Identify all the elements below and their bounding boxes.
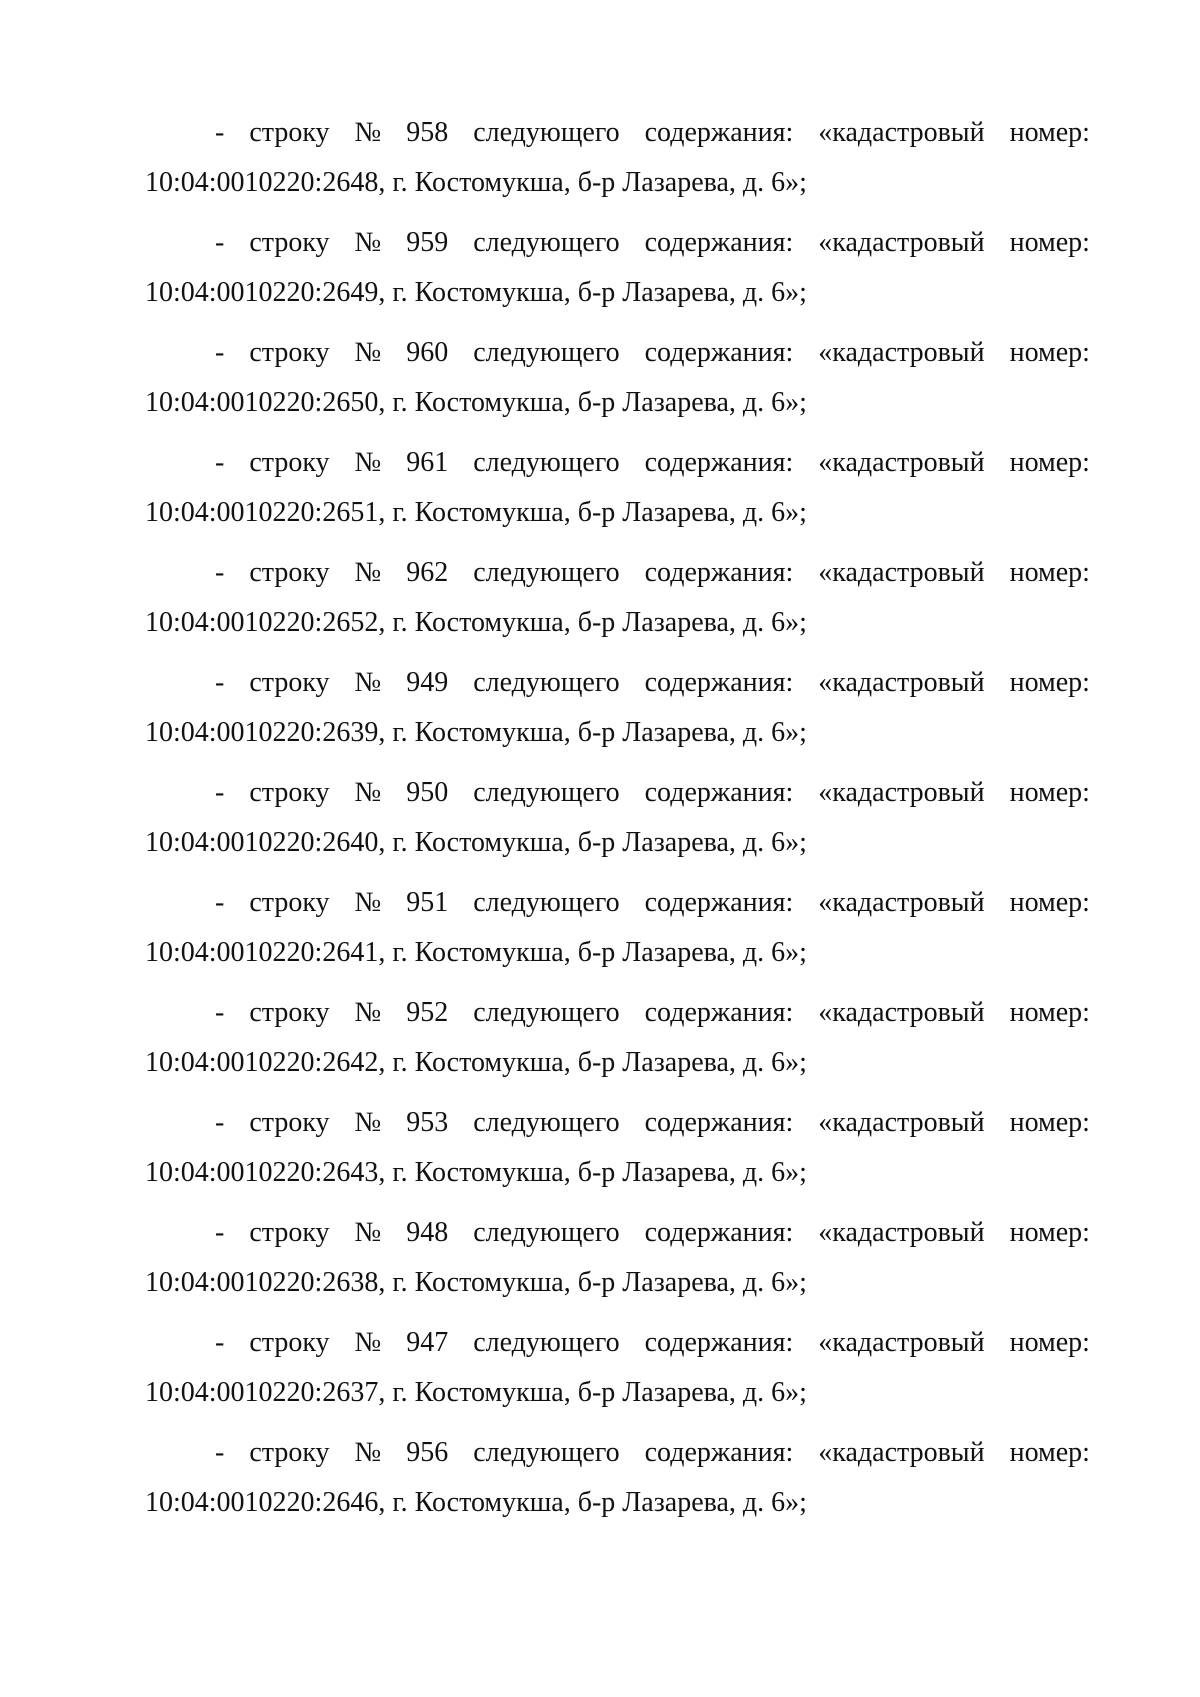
entry-phrase: следующего [473,1327,620,1358]
entry-address: , г. Костомукша, б-р Лазарева, д. 6»; [378,1267,807,1298]
entry-word: строку [249,557,330,588]
entry-second-line [145,709,1090,757]
list-item [145,547,1090,657]
list-item [145,437,1090,547]
entry-phrase: следующего [473,1437,620,1468]
entry-phrase: следующего [473,997,620,1028]
list-item [145,657,1090,767]
entry-cadastral-number: 10:04:0010220:2641 [145,937,379,968]
entry-label-2: номер: [1009,887,1090,918]
entry-phrase: следующего [473,777,620,808]
entry-address: , г. Костомукша, б-р Лазарева, д. 6»; [378,1157,807,1188]
entry-number: 961 [406,447,449,478]
entry-number-sign: № [354,1327,382,1358]
entry-phrase: следующего [473,1217,620,1248]
entry-phrase: следующего [473,887,620,918]
entry-first-line [145,767,1090,819]
entry-cadastral-number: 10:04:0010220:2640 [145,827,379,858]
entry-first-line [145,1207,1090,1259]
entry-number-sign: № [354,1217,382,1248]
entry-number: 958 [406,117,449,148]
entry-phrase: следующего [473,337,620,368]
entry-first-line [145,1317,1090,1369]
entry-address: , г. Костомукша, б-р Лазарева, д. 6»; [378,1377,807,1408]
entry-dash: - [215,1107,225,1138]
entry-phrase-2: содержания: [644,337,794,368]
entry-number: 960 [406,337,449,368]
entry-number-sign: № [354,997,382,1028]
entry-phrase-2: содержания: [644,667,794,698]
entry-label-2: номер: [1009,997,1090,1028]
entry-label: «кадастровый [818,667,985,698]
entry-number: 959 [406,227,449,258]
entry-word: строку [249,447,330,478]
entry-word: строку [249,777,330,808]
entry-number-sign: № [354,887,382,918]
entry-second-line [145,269,1090,317]
entry-first-line [145,657,1090,709]
entry-cadastral-number: 10:04:0010220:2648 [145,167,379,198]
entry-first-line [145,547,1090,599]
list-item [145,877,1090,987]
list-item [145,1207,1090,1317]
entry-dash: - [215,997,225,1028]
entry-label-2: номер: [1009,1107,1090,1138]
entry-number-sign: № [354,227,382,258]
entry-second-line [145,1479,1090,1527]
entry-number-sign: № [354,667,382,698]
entry-first-line [145,1427,1090,1479]
entry-label: «кадастровый [818,337,985,368]
entry-address: , г. Костомукша, б-р Лазарева, д. 6»; [378,387,807,418]
entry-word: строку [249,887,330,918]
entry-number: 948 [406,1217,449,1248]
list-item [145,1317,1090,1427]
entry-label: «кадастровый [818,1327,985,1358]
entry-cadastral-number: 10:04:0010220:2650 [145,387,379,418]
entry-second-line [145,1259,1090,1307]
entry-second-line [145,929,1090,977]
entry-second-line [145,489,1090,537]
entry-first-line [145,1097,1090,1149]
entry-second-line [145,1039,1090,1087]
entry-dash: - [215,777,225,808]
entry-address: , г. Костомукша, б-р Лазарева, д. 6»; [378,497,807,528]
entry-phrase: следующего [473,117,620,148]
entry-second-line [145,379,1090,427]
entry-number-sign: № [354,337,382,368]
entry-label: «кадастровый [818,887,985,918]
entry-cadastral-number: 10:04:0010220:2639 [145,717,379,748]
entry-dash: - [215,667,225,698]
entry-second-line [145,819,1090,867]
entry-phrase-2: содержания: [644,1327,794,1358]
entry-phrase-2: содержания: [644,887,794,918]
entry-first-line [145,217,1090,269]
entry-label-2: номер: [1009,117,1090,148]
list-item [145,327,1090,437]
entry-label-2: номер: [1009,557,1090,588]
entry-dash: - [215,227,225,258]
entry-cadastral-number: 10:04:0010220:2652 [145,607,379,638]
entry-number-sign: № [354,117,382,148]
entry-second-line [145,159,1090,207]
entry-dash: - [215,1217,225,1248]
entry-label: «кадастровый [818,1107,985,1138]
entry-phrase-2: содержания: [644,777,794,808]
entry-cadastral-number: 10:04:0010220:2642 [145,1047,379,1078]
entry-label: «кадастровый [818,1437,985,1468]
entry-label: «кадастровый [818,997,985,1028]
entry-phrase: следующего [473,1107,620,1138]
list-item [145,767,1090,877]
entry-phrase-2: содержания: [644,557,794,588]
entry-word: строку [249,1437,330,1468]
entry-address: , г. Костомукша, б-р Лазарева, д. 6»; [378,277,807,308]
entry-label-2: номер: [1009,447,1090,478]
entry-first-line [145,437,1090,489]
entry-first-line [145,107,1090,159]
entry-phrase: следующего [473,557,620,588]
entry-label-2: номер: [1009,777,1090,808]
entry-dash: - [215,1327,225,1358]
entry-first-line [145,877,1090,929]
entry-label: «кадастровый [818,1217,985,1248]
entry-address: , г. Костомукша, б-р Лазарева, д. 6»; [378,827,807,858]
entry-address: , г. Костомукша, б-р Лазарева, д. 6»; [378,167,807,198]
entry-word: строку [249,1107,330,1138]
entry-dash: - [215,337,225,368]
entry-number-sign: № [354,1437,382,1468]
entry-dash: - [215,557,225,588]
entry-label-2: номер: [1009,1217,1090,1248]
entry-cadastral-number: 10:04:0010220:2651 [145,497,379,528]
entry-phrase: следующего [473,227,620,258]
entry-phrase-2: содержания: [644,227,794,258]
entry-label-2: номер: [1009,1437,1090,1468]
entry-number-sign: № [354,447,382,478]
entry-number: 953 [406,1107,449,1138]
entry-cadastral-number: 10:04:0010220:2646 [145,1487,379,1518]
entry-word: строку [249,337,330,368]
entry-address: , г. Костомукша, б-р Лазарева, д. 6»; [378,937,807,968]
entry-number: 962 [406,557,449,588]
entry-cadastral-number: 10:04:0010220:2649 [145,277,379,308]
entry-number: 951 [406,887,449,918]
entry-second-line [145,1369,1090,1417]
entry-word: строку [249,117,330,148]
entry-cadastral-number: 10:04:0010220:2643 [145,1157,379,1188]
entry-dash: - [215,117,225,148]
list-item [145,987,1090,1097]
entry-dash: - [215,447,225,478]
entry-number-sign: № [354,1107,382,1138]
entry-number-sign: № [354,777,382,808]
entry-label: «кадастровый [818,557,985,588]
entry-label: «кадастровый [818,777,985,808]
entry-number: 947 [406,1327,449,1358]
entry-address: , г. Костомукша, б-р Лазарева, д. 6»; [378,1047,807,1078]
entry-address: , г. Костомукша, б-р Лазарева, д. 6»; [378,1487,807,1518]
entry-address: , г. Костомукша, б-р Лазарева, д. 6»; [378,717,807,748]
entry-label: «кадастровый [818,117,985,148]
list-item [145,1427,1090,1537]
entry-phrase: следующего [473,447,620,478]
document-body [145,107,1090,1537]
entry-number-sign: № [354,557,382,588]
entry-address: , г. Костомукша, б-р Лазарева, д. 6»; [378,607,807,638]
entry-number: 952 [406,997,449,1028]
entry-number: 949 [406,667,449,698]
entry-word: строку [249,227,330,258]
entry-label-2: номер: [1009,337,1090,368]
entry-phrase-2: содержания: [644,1437,794,1468]
entry-second-line [145,599,1090,647]
entry-dash: - [215,1437,225,1468]
entry-label-2: номер: [1009,227,1090,258]
entry-word: строку [249,667,330,698]
entry-word: строку [249,1217,330,1248]
entry-cadastral-number: 10:04:0010220:2638 [145,1267,379,1298]
entry-phrase-2: содержания: [644,117,794,148]
list-item [145,217,1090,327]
entry-phrase-2: содержания: [644,1217,794,1248]
entry-label: «кадастровый [818,447,985,478]
entry-first-line [145,987,1090,1039]
entry-label-2: номер: [1009,667,1090,698]
entry-first-line [145,327,1090,379]
list-item [145,107,1090,217]
entry-phrase-2: содержания: [644,447,794,478]
entry-word: строку [249,1327,330,1358]
entry-label-2: номер: [1009,1327,1090,1358]
entry-label: «кадастровый [818,227,985,258]
entry-second-line [145,1149,1090,1197]
entry-number: 956 [406,1437,449,1468]
entry-phrase-2: содержания: [644,1107,794,1138]
entry-phrase: следующего [473,667,620,698]
entry-phrase-2: содержания: [644,997,794,1028]
entry-word: строку [249,997,330,1028]
entry-number: 950 [406,777,449,808]
entry-dash: - [215,887,225,918]
entry-cadastral-number: 10:04:0010220:2637 [145,1377,379,1408]
list-item [145,1097,1090,1207]
